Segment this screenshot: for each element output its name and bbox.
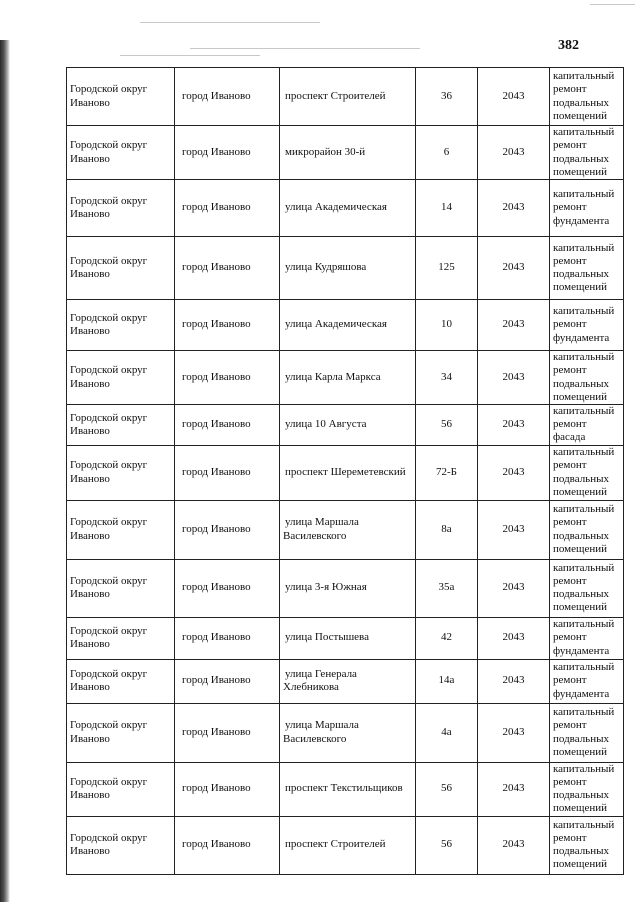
cell-municipality (67, 500, 175, 559)
cell-work-type (550, 405, 624, 446)
cell-year (478, 445, 550, 500)
table-row (67, 703, 624, 762)
cell-house-number (416, 500, 478, 559)
cell-locality-text: город Иваново (182, 370, 251, 383)
cell-house-number-text: 35а (438, 581, 455, 594)
scan-noise-line (140, 22, 320, 23)
cell-locality-text: город Иваново (182, 782, 251, 795)
cell-municipality-text: Городской округ Иваново (70, 574, 148, 601)
cell-house-number (416, 180, 478, 237)
cell-year-text: 2043 (502, 631, 525, 644)
cell-municipality-text: Городской округ Иваново (70, 459, 148, 485)
scan-left-edge-shadow (0, 40, 10, 902)
cell-house-number-text: 36 (441, 89, 452, 102)
cell-house-number (416, 659, 478, 703)
cell-street (280, 500, 416, 559)
cell-municipality-text: Городской округ Иваново (70, 516, 148, 542)
cell-locality (175, 703, 280, 762)
cell-work-type (550, 559, 624, 617)
table-row (67, 659, 624, 703)
cell-work-type-text: капитальный ремонт подвальных помещений (553, 126, 615, 178)
cell-house-number (416, 762, 478, 816)
cell-municipality (67, 762, 175, 816)
cell-work-type (550, 351, 624, 405)
cell-locality (175, 126, 280, 180)
cell-year (478, 405, 550, 446)
page-number: 382 (558, 38, 579, 53)
cell-municipality (67, 237, 175, 300)
table-row (67, 762, 624, 816)
cell-year-text: 2043 (502, 418, 525, 431)
cell-year (478, 300, 550, 351)
cell-year-text: 2043 (502, 782, 525, 795)
cell-street (280, 703, 416, 762)
cell-municipality (67, 816, 175, 874)
cell-work-type (550, 617, 624, 659)
cell-year (478, 237, 550, 300)
cell-work-type (550, 659, 624, 703)
cell-locality (175, 445, 280, 500)
cell-street-text: проспект Строителей (285, 89, 386, 102)
cell-locality (175, 300, 280, 351)
cell-street (280, 180, 416, 237)
cell-street (280, 816, 416, 874)
cell-locality-text: город Иваново (182, 418, 251, 431)
cell-year (478, 180, 550, 237)
cell-municipality (67, 445, 175, 500)
cell-municipality (67, 68, 175, 126)
cell-street (280, 659, 416, 703)
cell-municipality-text: Городской округ Иваново (70, 411, 148, 437)
cell-year-text: 2043 (502, 145, 525, 158)
cell-street-text: проспект Текстильщиков (285, 782, 403, 795)
cell-work-type-text: капитальный ремонт подвальных помещений (553, 503, 615, 555)
table-row (67, 559, 624, 617)
cell-work-type-text: капитальный ремонт фундамента (553, 618, 615, 657)
cell-street-text: улица Генерала Хлебникова (283, 667, 357, 694)
cell-work-type (550, 703, 624, 762)
cell-street-text: улица Кудряшова (285, 261, 367, 274)
cell-street-text: улица Постышева (285, 631, 369, 644)
cell-locality (175, 68, 280, 126)
cell-street (280, 300, 416, 351)
cell-year-text: 2043 (502, 201, 525, 214)
cell-house-number (416, 703, 478, 762)
cell-work-type (550, 126, 624, 180)
cell-locality (175, 351, 280, 405)
cell-year-text: 2043 (502, 581, 525, 594)
cell-work-type-text: капитальный ремонт подвальных помещений (553, 706, 615, 758)
cell-house-number-text: 42 (441, 631, 452, 644)
cell-locality (175, 180, 280, 237)
cell-year-text: 2043 (502, 674, 525, 687)
cell-year (478, 816, 550, 874)
cell-street (280, 68, 416, 126)
cell-street-text: улица 3-я Южная (285, 581, 367, 594)
cell-locality-text: город Иваново (182, 522, 251, 535)
cell-street-text: улица Маршала Василевского (283, 719, 359, 745)
cell-year-text: 2043 (502, 522, 525, 535)
cell-street-text: улица Маршала Василевского (283, 516, 359, 542)
cell-municipality (67, 617, 175, 659)
cell-house-number-text: 56 (441, 418, 452, 431)
cell-municipality (67, 559, 175, 617)
table-row (67, 617, 624, 659)
cell-municipality-text: Городской округ Иваново (70, 254, 148, 280)
cell-street (280, 351, 416, 405)
cell-house-number (416, 405, 478, 446)
cell-work-type-text: капитальный ремонт подвальных помещений (553, 818, 615, 871)
cell-year (478, 617, 550, 659)
cell-house-number (416, 445, 478, 500)
table-body (67, 68, 624, 875)
cell-house-number-text: 56 (441, 782, 452, 795)
cell-street-text: проспект Строителей (285, 838, 386, 851)
cell-year-text: 2043 (502, 318, 525, 331)
cell-house-number (416, 300, 478, 351)
cell-locality (175, 500, 280, 559)
cell-year-text: 2043 (502, 89, 525, 102)
cell-locality-text: город Иваново (182, 201, 251, 214)
cell-locality (175, 405, 280, 446)
cell-house-number-text: 8а (441, 522, 452, 535)
table-row (67, 237, 624, 300)
cell-locality-text: город Иваново (182, 725, 251, 738)
cell-locality-text: город Иваново (182, 838, 251, 851)
cell-year (478, 500, 550, 559)
cell-locality (175, 559, 280, 617)
cell-street-text: улица 10 Августа (285, 418, 367, 431)
cell-street-text: улица Карла Маркса (285, 370, 381, 383)
cell-year-text: 2043 (502, 370, 525, 383)
cell-municipality (67, 300, 175, 351)
cell-municipality-text: Городской округ Иваново (70, 624, 148, 651)
cell-work-type (550, 300, 624, 351)
table-row (67, 500, 624, 559)
cell-work-type-text: капитальный ремонт подвальных помещений (553, 70, 615, 122)
cell-municipality-text: Городской округ Иваново (70, 194, 148, 220)
table-row (67, 68, 624, 126)
scan-noise-line (190, 48, 420, 49)
cell-municipality-text: Городской округ Иваново (70, 775, 148, 802)
cell-year (478, 703, 550, 762)
cell-year-text: 2043 (502, 261, 525, 274)
cell-street (280, 445, 416, 500)
cell-house-number (416, 126, 478, 180)
cell-locality-text: город Иваново (182, 465, 251, 478)
cell-street (280, 617, 416, 659)
cell-year (478, 559, 550, 617)
cell-municipality-text: Городской округ Иваново (70, 831, 148, 858)
cell-house-number (416, 351, 478, 405)
cell-street (280, 237, 416, 300)
cell-work-type-text: капитальный ремонт подвальных помещений (553, 446, 615, 498)
cell-work-type (550, 180, 624, 237)
cell-house-number-text: 34 (441, 370, 452, 383)
table-row (67, 405, 624, 446)
cell-locality-text: город Иваново (182, 145, 251, 158)
table-row (67, 816, 624, 874)
cell-house-number (416, 237, 478, 300)
cell-municipality (67, 180, 175, 237)
cell-work-type (550, 445, 624, 500)
cell-work-type-text: капитальный ремонт фасада (553, 405, 615, 444)
cell-street (280, 559, 416, 617)
cell-year-text: 2043 (502, 838, 525, 851)
cell-house-number (416, 559, 478, 617)
cell-locality (175, 762, 280, 816)
cell-house-number-text: 10 (441, 318, 452, 331)
cell-house-number-text: 6 (443, 145, 450, 158)
cell-municipality (67, 405, 175, 446)
cell-street (280, 126, 416, 180)
cell-locality-text: город Иваново (182, 631, 251, 644)
repair-schedule-table (66, 67, 624, 875)
cell-municipality (67, 126, 175, 180)
cell-work-type-text: капитальный ремонт фундамента (553, 188, 615, 227)
cell-work-type-text: капитальный ремонт подвальных помещений (553, 762, 615, 815)
cell-year (478, 659, 550, 703)
cell-year (478, 351, 550, 405)
cell-locality-text: город Иваново (182, 261, 251, 274)
cell-street-text: улица Академическая (285, 318, 387, 331)
cell-work-type-text: капитальный ремонт фундамента (553, 661, 615, 700)
cell-work-type-text: капитальный ремонт подвальных помещений (553, 561, 615, 614)
cell-municipality (67, 659, 175, 703)
cell-work-type-text: капитальный ремонт подвальных помещений (553, 241, 615, 294)
cell-house-number (416, 617, 478, 659)
cell-year (478, 762, 550, 816)
cell-municipality (67, 351, 175, 405)
cell-house-number-text: 14 (441, 201, 452, 214)
cell-locality-text: город Иваново (182, 89, 251, 102)
cell-locality (175, 659, 280, 703)
table-row (67, 126, 624, 180)
table-row (67, 300, 624, 351)
table-row (67, 351, 624, 405)
cell-work-type (550, 68, 624, 126)
cell-house-number-text: 72-Б (436, 465, 457, 478)
table-row (67, 445, 624, 500)
cell-locality-text: город Иваново (182, 318, 251, 331)
cell-street (280, 762, 416, 816)
cell-municipality-text: Городской округ Иваново (70, 139, 148, 165)
cell-work-type (550, 500, 624, 559)
scan-noise-line (590, 4, 635, 5)
cell-locality (175, 816, 280, 874)
cell-locality-text: город Иваново (182, 674, 251, 687)
cell-house-number (416, 68, 478, 126)
cell-locality (175, 617, 280, 659)
cell-street (280, 405, 416, 446)
cell-house-number-text: 125 (438, 261, 455, 274)
cell-house-number-text: 4а (441, 725, 452, 738)
cell-year (478, 68, 550, 126)
cell-work-type (550, 237, 624, 300)
cell-house-number-text: 14а (438, 674, 455, 687)
scan-noise-line (120, 55, 260, 56)
cell-work-type (550, 762, 624, 816)
cell-street-text: проспект Шереметевский (285, 465, 406, 478)
cell-municipality-text: Городской округ Иваново (70, 719, 148, 745)
cell-work-type-text: капитальный ремонт подвальных помещений (553, 351, 615, 403)
cell-street-text: улица Академическая (285, 201, 387, 214)
cell-year-text: 2043 (502, 465, 525, 478)
cell-work-type (550, 816, 624, 874)
cell-work-type-text: капитальный ремонт фундамента (553, 305, 615, 344)
cell-locality (175, 237, 280, 300)
cell-year (478, 126, 550, 180)
table-row (67, 180, 624, 237)
cell-municipality-text: Городской округ Иваново (70, 311, 148, 337)
cell-locality-text: город Иваново (182, 581, 251, 594)
cell-municipality (67, 703, 175, 762)
cell-house-number-text: 56 (441, 838, 452, 851)
cell-year-text: 2043 (502, 725, 525, 738)
cell-municipality-text: Городской округ Иваново (70, 667, 148, 694)
cell-street-text: микрорайон 30-й (285, 145, 366, 158)
cell-municipality-text: Городской округ Иваново (70, 83, 148, 109)
cell-municipality-text: Городской округ Иваново (70, 364, 148, 390)
cell-house-number (416, 816, 478, 874)
